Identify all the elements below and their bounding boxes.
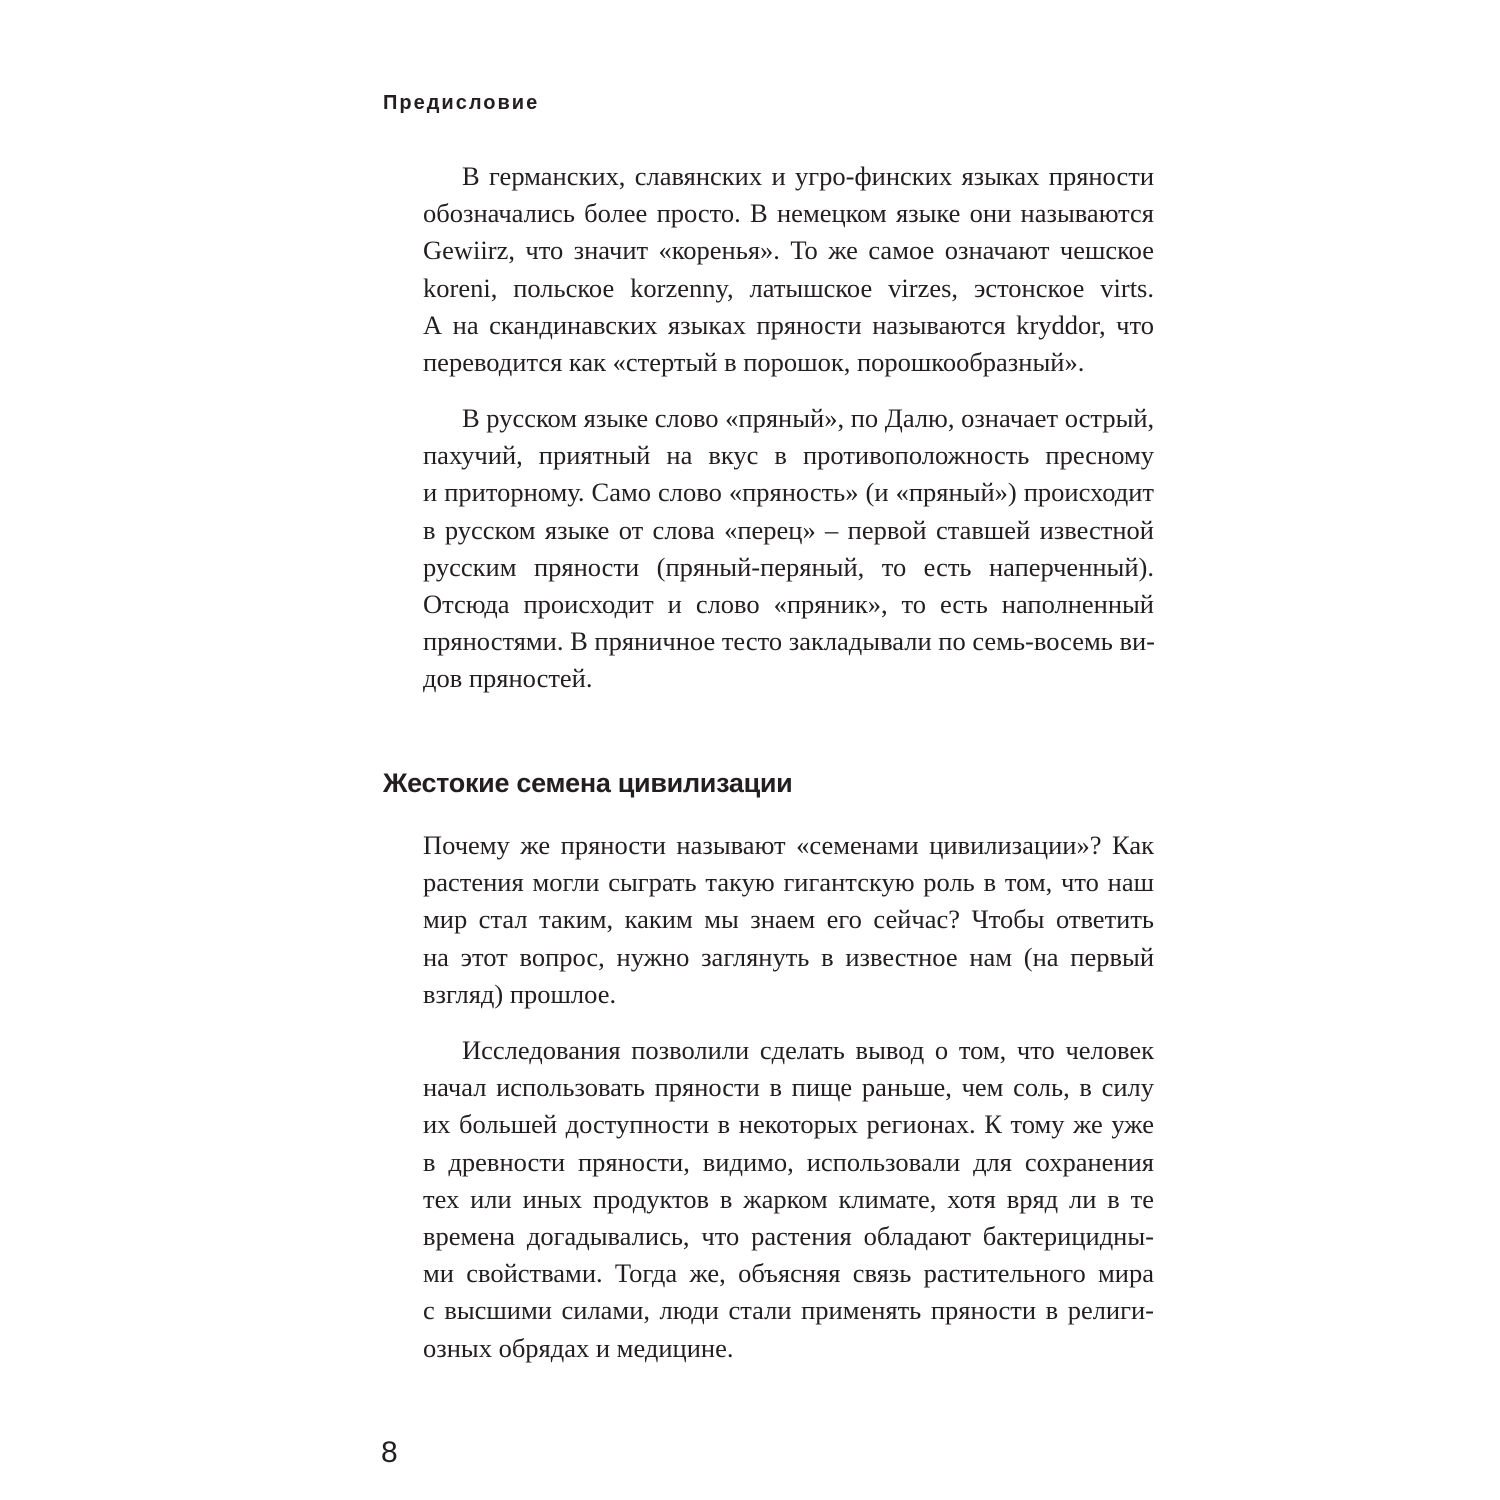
paragraph-line: пахучий, приятный на вкус в противоположность пресному [423,440,1154,471]
paragraph-line: их большей доступности в некоторых регионах. К тому же уже [423,1109,1154,1140]
paragraph-line: Отсюда происходит и слово «пряник», то есть наполненный [423,589,1154,620]
paragraph-line: А на скандинавских языках пряности называются kryddor, что [423,309,1154,340]
paragraph-line: мир стал таким, каким мы знаем его сейчас? Чтобы ответить [423,904,1154,935]
paragraph-line: обозначались более просто. В немецком языке они называются [423,198,1154,229]
paragraph-line: в древности пряности, видимо, использовали для сохранения [423,1146,1154,1177]
paragraph-line: В германских, славянских и угро-финских языках пряности [462,161,1154,191]
paragraph-3 [423,827,1154,1013]
paragraph-line: в русском языке от слова «перец» – первой ставшей известной [423,514,1154,545]
paragraph-line: взгляд) прошлое. [423,978,617,1009]
page-number: 8 [381,1436,398,1469]
paragraph-line: дов пряностей. [423,663,593,694]
paragraph-line: В русском языке слово «пряный», по Далю, означает острый, [462,403,1155,433]
paragraph-line: на этот вопрос, нужно заглянуть в известное нам (на первый [423,941,1154,972]
paragraph-line: koreni, польское korzenny, латышское virzes, эстонское virts. [423,272,1154,303]
paragraph-line: ми свойствами. Тогда же, объясняя связь растительного мира [423,1258,1154,1289]
paragraph-line: тех или иных продуктов в жарком климате, хотя вряд ли в те [423,1183,1154,1214]
paragraph-line: начал использовать пряности в пище раньше, чем соль, в силу [423,1072,1154,1103]
paragraph-line: русским пряности (пряный-перяный, то есть наперченный). [423,551,1154,582]
paragraph-1 [423,158,1154,381]
paragraph-line: времена догадывались, что растения обладают бактерицидны- [423,1221,1154,1252]
paragraph-line: Почему же пряности называют «семенами цивилизации»? Как [423,830,1154,860]
paragraph-4 [423,1032,1154,1367]
paragraph-line: озных обрядах и медицине. [423,1332,734,1363]
paragraph-line: растения могли сыграть такую гигантскую роль в том, что наш [423,867,1154,898]
paragraph-2 [423,400,1154,698]
section-heading: Жестокие семена цивилизации [383,768,793,798]
paragraph-line: Исследования позволили сделать вывод о том, что человек [462,1035,1154,1065]
paragraph-line: переводится как «стертый в порошок, порошкообразный». [423,347,1085,378]
paragraph-line: Gewiirz, что значит «коренья». То же самое означают чешское [423,235,1154,266]
paragraph-line: с высшими силами, люди стали применять пряности в религи- [423,1295,1154,1326]
paragraph-line: и приторному. Само слово «пряность» (и «пряный») происходит [423,477,1154,508]
running-head: Предисловие [383,92,540,114]
paragraph-line: пряностями. В пряничное тесто закладывали по семь-восемь ви- [423,626,1155,657]
